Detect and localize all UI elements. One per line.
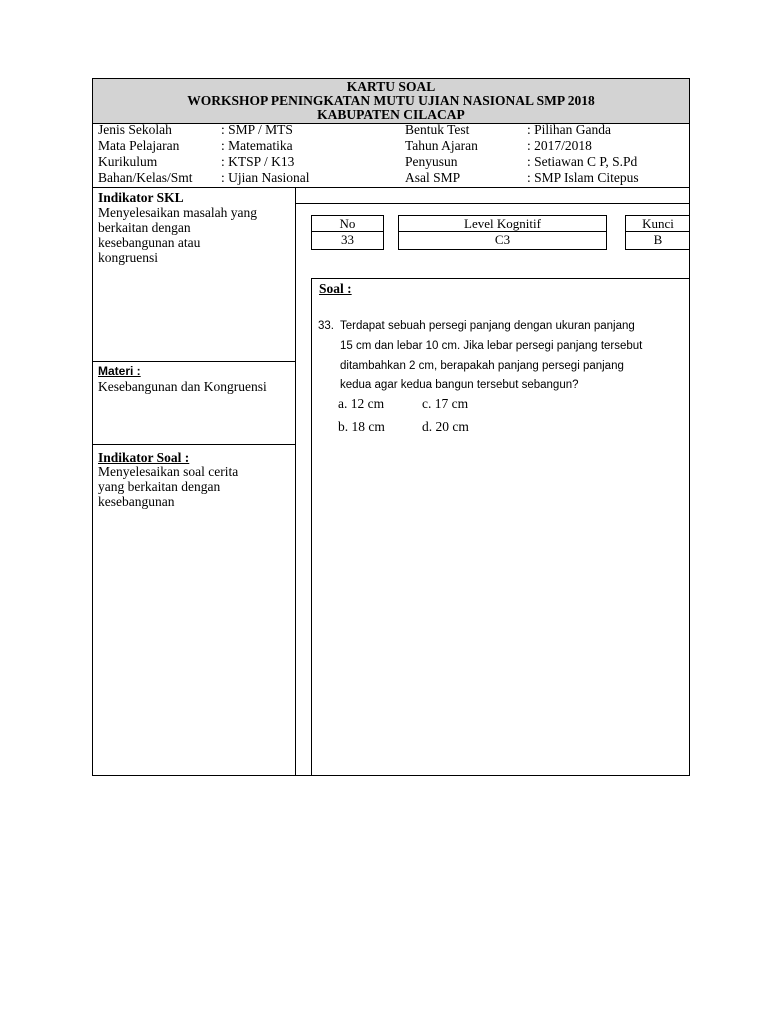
info-right-labels [405, 122, 478, 186]
indikator-skl-title: Indikator SKL [98, 190, 184, 205]
indikator-soal-text [98, 464, 238, 509]
indikator-skl-line: berkaitan dengan [98, 220, 191, 235]
info-left-values [221, 122, 309, 186]
question-number: 33. [318, 320, 334, 332]
kunci-label-cell: Kunci [625, 215, 690, 232]
kunci-value-cell: B [625, 232, 690, 250]
card-title: KARTU SOAL [346, 79, 436, 94]
info-label: Tahun Ajaran [405, 138, 478, 153]
soal-left-border [311, 278, 312, 776]
info-value: : Setiawan C P, S.Pd [527, 154, 638, 169]
info-value: : KTSP / K13 [221, 154, 295, 169]
info-value: : Pilihan Ganda [527, 122, 611, 137]
indikator-soal-line: yang berkaitan dengan [98, 479, 221, 494]
info-label: Bentuk Test [405, 122, 470, 137]
info-label: Jenis Sekolah [98, 122, 172, 137]
question-line: kedua agar kedua bangun tersebut sebangun? [340, 379, 579, 391]
indikator-soal-line: Menyelesaikan soal cerita [98, 464, 239, 479]
info-left-labels [98, 122, 193, 186]
info-value: : Matematika [221, 138, 293, 153]
left-column-divider [295, 188, 296, 776]
workshop-title: WORKSHOP PENINGKATAN MUTU UJIAN NASIONAL SMP 2018 [187, 93, 595, 108]
option-d[interactable]: d. 20 cm [422, 419, 469, 434]
option-b[interactable]: b. 18 cm [338, 419, 385, 434]
level-value-cell: C3 [398, 232, 607, 250]
materi-title: Materi : [98, 364, 141, 378]
indikator-soal-title: Indikator Soal : [98, 450, 190, 465]
info-value: : SMP Islam Citepus [527, 170, 639, 185]
info-label: Bahan/Kelas/Smt [98, 170, 193, 185]
soal-top-border [311, 278, 689, 279]
right-top-divider [295, 203, 689, 204]
indikator-skl-line: kongruensi [98, 250, 158, 265]
indikator-skl-line: kesebangunan atau [98, 235, 201, 250]
no-label-cell: No [311, 215, 384, 232]
no-value-cell: 33 [311, 232, 384, 250]
materi-text: Kesebangunan dan Kongruensi [98, 379, 267, 394]
option-a[interactable]: a. 12 cm [338, 396, 385, 411]
question-line: Terdapat sebuah persegi panjang dengan ukuran panjang [340, 320, 635, 332]
level-label-cell: Level Kognitif [398, 215, 607, 232]
indikator-skl-text [98, 205, 257, 265]
materi-divider [93, 361, 295, 362]
info-label: Mata Pelajaran [98, 138, 180, 153]
indikator-soal-divider [93, 444, 295, 445]
card-header [93, 79, 689, 123]
info-label: Penyusun [405, 154, 458, 169]
regency-title: KABUPATEN CILACAP [317, 107, 465, 122]
info-right-values [527, 122, 639, 186]
info-label: Kurikulum [98, 154, 158, 169]
option-c[interactable]: c. 17 cm [422, 396, 469, 411]
info-value: : Ujian Nasional [221, 170, 310, 185]
question-line: ditambahkan 2 cm, berapakah panjang persegi panjang [340, 360, 624, 372]
info-value: : 2017/2018 [527, 138, 592, 153]
info-divider [93, 187, 689, 188]
soal-title: Soal : [319, 281, 352, 296]
info-value: : SMP / MTS [221, 122, 293, 137]
info-label: Asal SMP [405, 170, 461, 185]
indikator-soal-line: kesebangunan [98, 494, 175, 509]
question-line: 15 cm dan lebar 10 cm. Jika lebar persegi panjang tersebut [340, 340, 643, 352]
indikator-skl-line: Menyelesaikan masalah yang [98, 205, 257, 220]
